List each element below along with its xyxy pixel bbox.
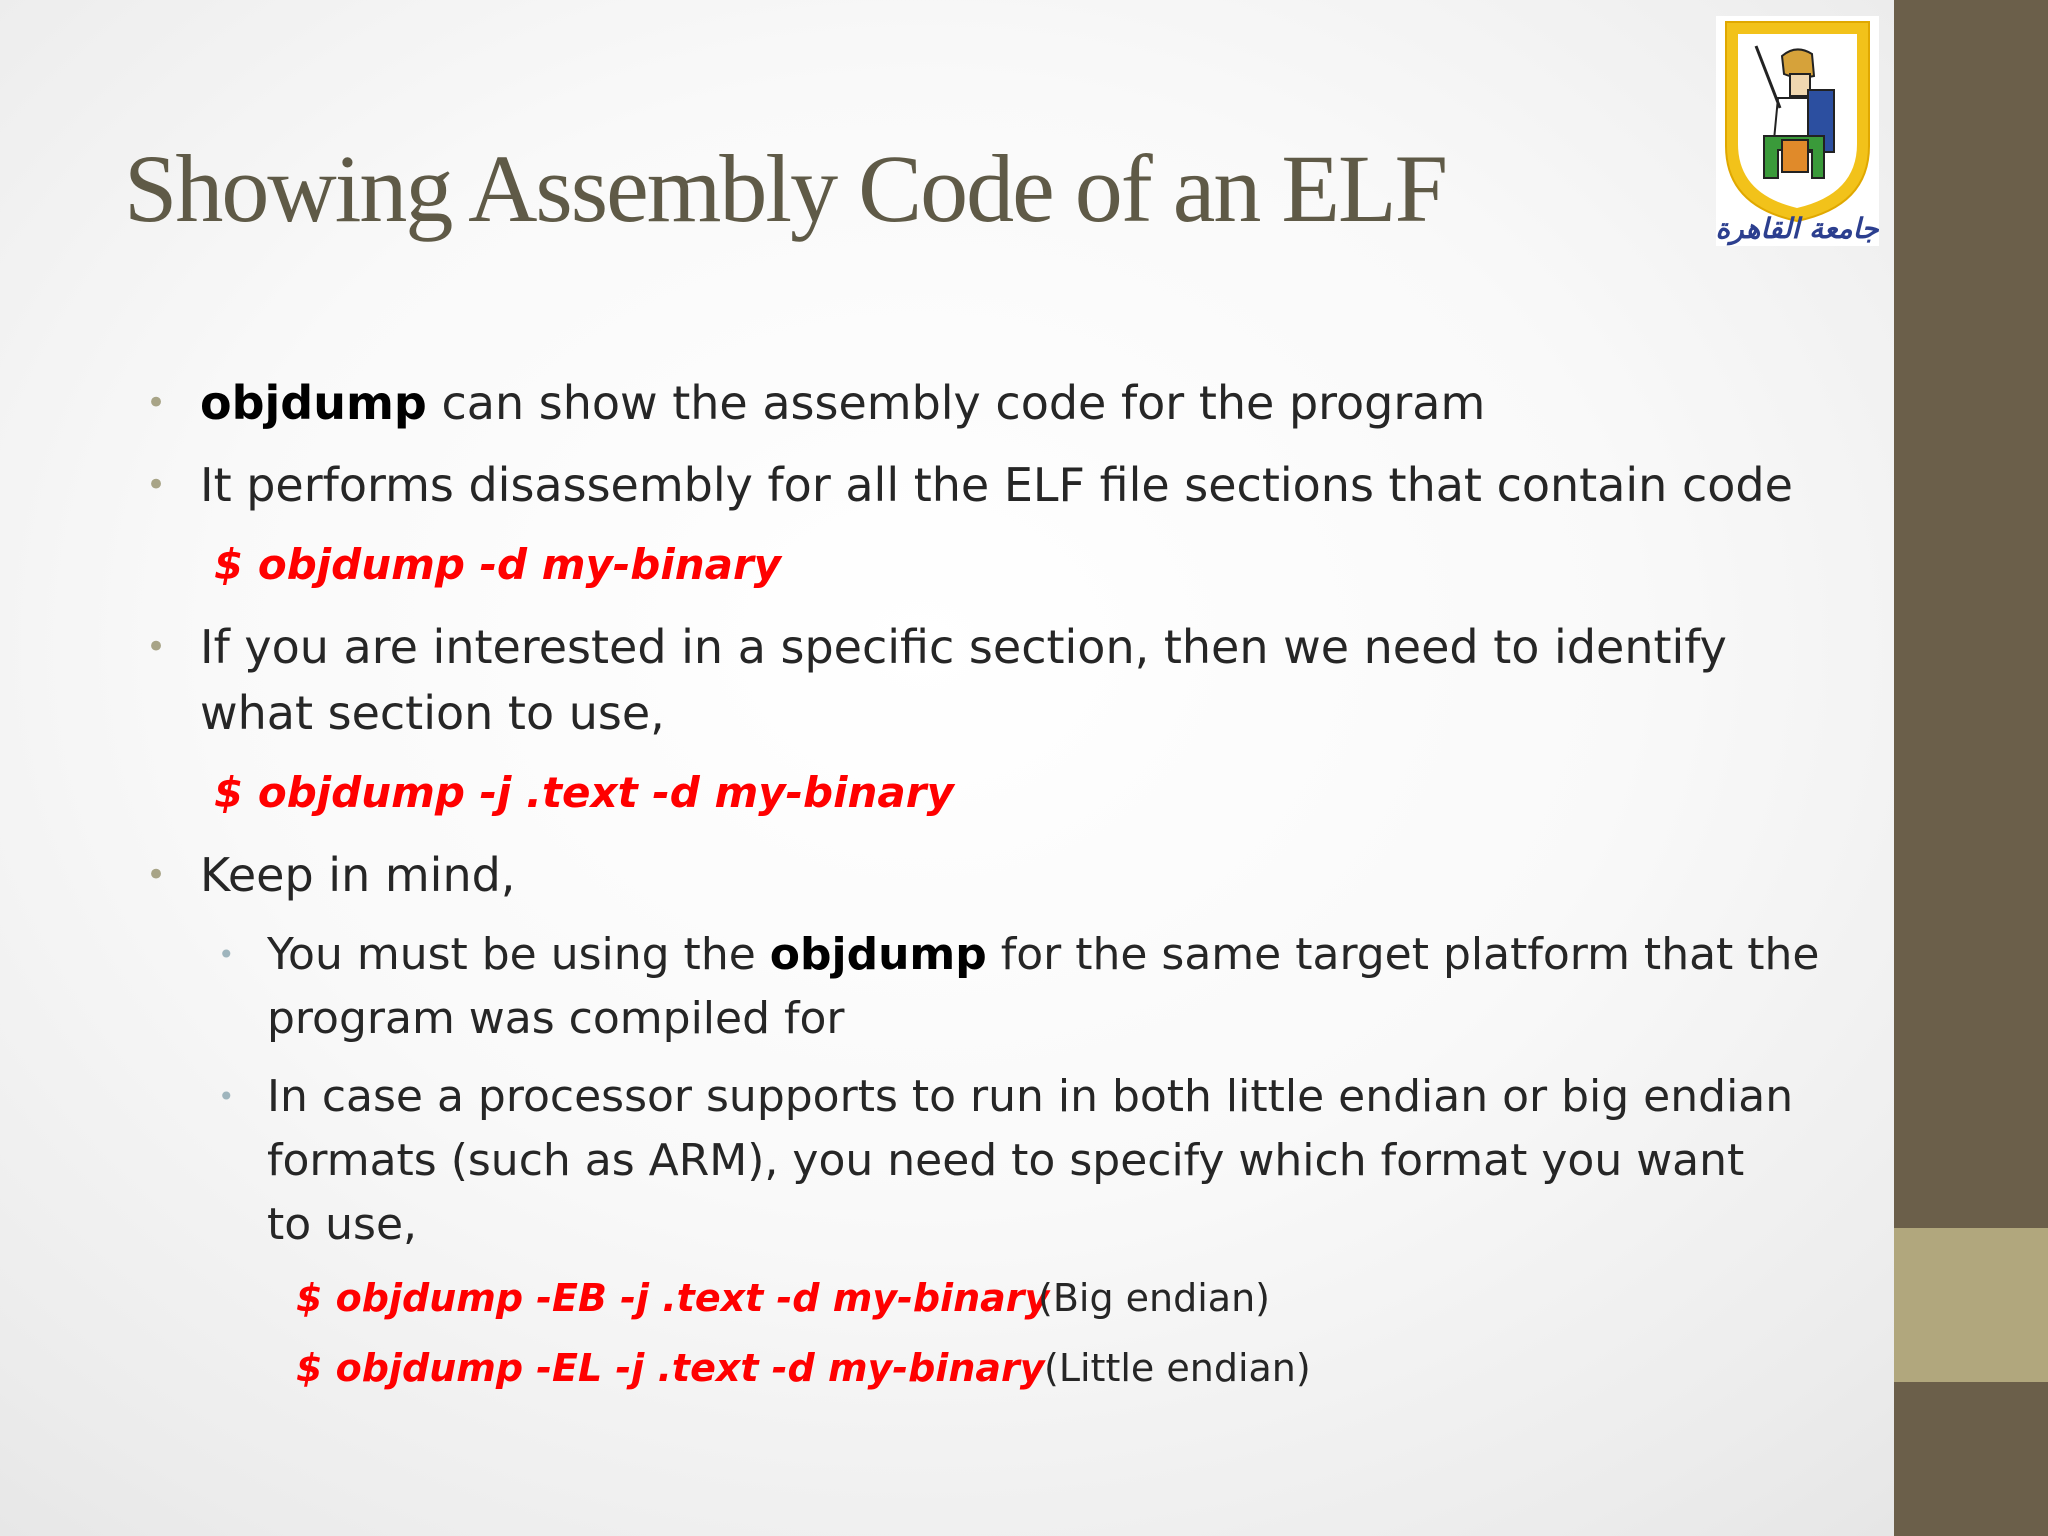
bullet-item-disassembly: It performs disassembly for all the ELF file sections that contain code xyxy=(200,458,1793,512)
big-endian-note: (Big endian) xyxy=(1038,1276,1270,1320)
sub-bullet-dot: • xyxy=(218,1080,235,1113)
sub-bullet-endian: In case a processor supports to run in both little endian or big endian xyxy=(267,1071,1794,1122)
command-objdump-j-text: $ objdump -j .text -d my-binary xyxy=(214,768,954,817)
svg-text:جامعة القاهرة: جامعة القاهرة xyxy=(1716,212,1879,245)
command-objdump-d: $ objdump -d my-binary xyxy=(214,540,782,589)
sub-bullet-endian-cont2: to use, xyxy=(267,1199,418,1250)
objdump-term: objdump xyxy=(200,376,427,430)
objdump-term: objdump xyxy=(769,929,987,980)
sub-bullet-endian-cont: formats (such as ARM), you need to specify which format you want xyxy=(267,1135,1745,1186)
bullet-dot: • xyxy=(146,627,167,667)
bullet-item-specific-section-cont: what section to use, xyxy=(200,686,665,740)
bullet-item-specific-section: If you are interested in a specific section, then we need to identify xyxy=(200,620,1727,674)
bullet-dot: • xyxy=(146,465,167,505)
bullet-dot: • xyxy=(146,855,167,895)
sub-bullet-same-platform: You must be using the objdump for the same target platform that the xyxy=(267,929,1820,980)
bullet-text: can show the assembly code for the program xyxy=(426,376,1486,430)
little-endian-note: (Little endian) xyxy=(1044,1346,1311,1390)
bullet-item-objdump xyxy=(200,370,1485,436)
command-objdump-el: $ objdump -EL -j .text -d my-binary xyxy=(296,1346,1045,1390)
command-objdump-eb: $ objdump -EB -j .text -d my-binary xyxy=(296,1276,1050,1320)
slide-title: Showing Assembly Code of an ELF xyxy=(124,135,1446,242)
sub-bullet-same-platform-cont: program was compiled for xyxy=(267,993,845,1044)
sub-bullet-dot: • xyxy=(218,938,235,971)
side-bar-accent xyxy=(1894,1228,2048,1382)
bullet-dot: • xyxy=(146,383,167,423)
bullet-item-keep-in-mind: Keep in mind, xyxy=(200,848,516,902)
cairo-university-logo-icon xyxy=(1716,16,1879,246)
